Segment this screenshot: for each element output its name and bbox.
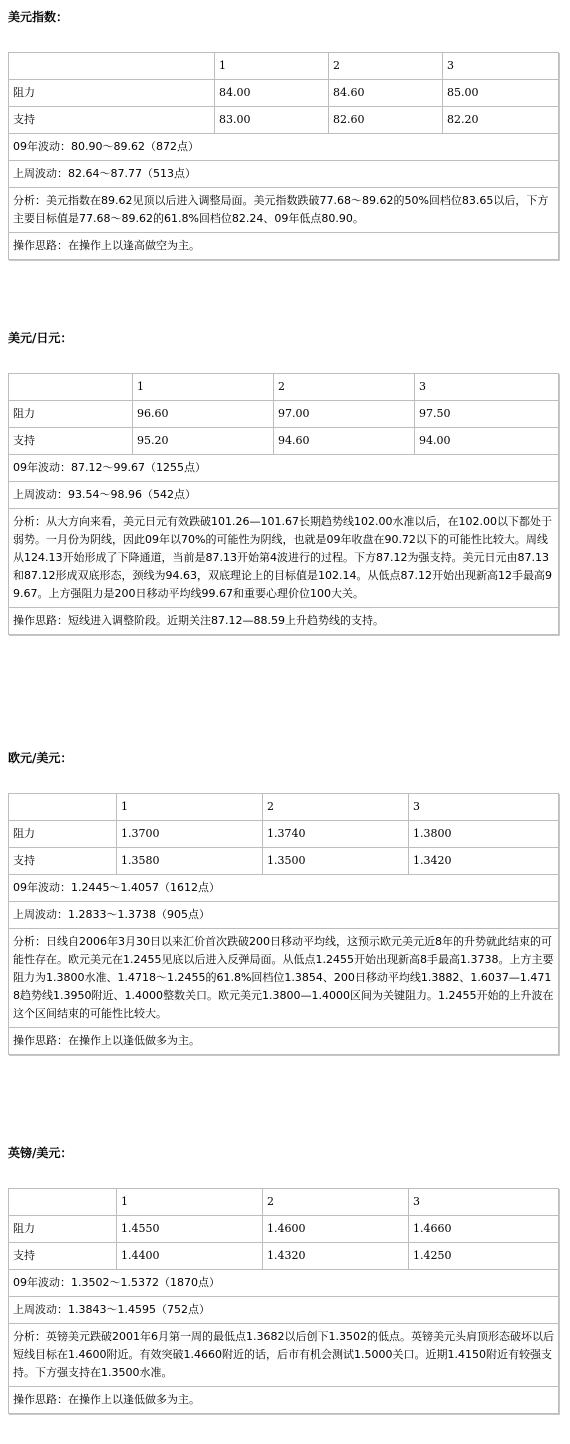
row-label: 阻力 [9,1216,117,1243]
table-cell: 1.3800 [409,821,559,848]
table-header-row [9,1189,559,1216]
analysis-text: 分析：从大方向来看，美元日元有效跌破101.26—101.67长期趋势线102.00水准以后，在102.00以下都处于弱势。一月份为阴线，因此09年以70%的可能性为阴线，也就是09年收盘在90.72以下的可能性比较大。周线从124.13开始形成了下降通道，当前是87.13开始第4波进行的过程。下方87.12为强支持。美元日元由87.13和87.12形成双底形态，颈线为94.63，双底理论上的目标值是102.14。从低点87.12开始出现新高12手最高99.67。上方强阻力是200日移动平均线99.67和重要心理价位100大关。 [9,509,559,608]
table-cell: 1.4660 [409,1216,559,1243]
table-cell: 96.60 [133,401,274,428]
header-cell-blank [9,374,133,401]
quote-table-usd-index [8,52,559,260]
table-cell: 94.00 [415,428,559,455]
row-label: 阻力 [9,821,117,848]
strategy-text: 操作思路：短线进入调整阶段。近期关注87.12—88.59上升趋势线的支持。 [9,608,559,635]
range-2009: 09年波动：87.12～99.67（1255点） [9,455,559,482]
table-cell: 82.20 [443,107,559,134]
table-cell: 1.4250 [409,1243,559,1270]
row-label: 支持 [9,428,133,455]
range-last-week: 上周波动：93.54～98.96（542点） [9,482,559,509]
table-cell: 84.00 [215,80,329,107]
table-row-support [9,1243,559,1270]
table-header-row [9,374,559,401]
section-title-gbp-usd: 英镑/美元： [8,1146,73,1160]
table-row-support [9,107,559,134]
header-cell: 1 [215,53,329,80]
section-title-usd-jpy: 美元/日元： [8,331,73,345]
section-title-eur-usd: 欧元/美元： [8,751,73,765]
table-row-resistance [9,401,559,428]
table-row-support [9,428,559,455]
section-title-usd-index: 美元指数： [8,10,69,24]
table-cell: 95.20 [133,428,274,455]
table-cell: 82.60 [329,107,443,134]
header-cell: 3 [409,1189,559,1216]
table-cell: 1.4550 [117,1216,263,1243]
strategy-text: 操作思路：在操作上以逢高做空为主。 [9,233,559,260]
table-cell: 97.00 [274,401,415,428]
range-last-week: 上周波动：1.2833～1.3738（905点） [9,902,559,929]
table-cell: 1.4600 [263,1216,409,1243]
range-2009: 09年波动：1.3502～1.5372（1870点） [9,1270,559,1297]
range-last-week: 上周波动：82.64～87.77（513点） [9,161,559,188]
table-cell: 1.3740 [263,821,409,848]
table-cell: 97.50 [415,401,559,428]
header-cell-blank [9,1189,117,1216]
analysis-text: 分析：日线自2006年3月30日以来汇价首次跌破200日移动平均线，这预示欧元美元近8年的升势就此结束的可能性存在。欧元美元在1.2455见底以后进入反弹局面。从低点1.2455开始出现新高8手最高1.3738。上方主要阻力为1.3800水准、1.4718～1.2455的61.8%回档位1.3854、200日移动平均线1.3882、1.6037—1.4718趋势线1.3950附近、1.4000整数关口。欧元美元1.3800—1.4000区间为关键阻力。1.2455开始的上升波在这个区间结束的可能性比较大。 [9,929,559,1028]
row-label: 支持 [9,107,215,134]
header-cell: 1 [117,1189,263,1216]
row-label: 阻力 [9,401,133,428]
quote-table-gbp-usd [8,1188,559,1414]
header-cell: 3 [415,374,559,401]
row-label: 阻力 [9,80,215,107]
table-row-resistance [9,80,559,107]
strategy-text: 操作思路：在操作上以逢低做多为主。 [9,1028,559,1055]
table-cell: 94.60 [274,428,415,455]
header-cell-blank [9,53,215,80]
header-cell: 3 [443,53,559,80]
table-cell: 1.3420 [409,848,559,875]
table-header-row [9,53,559,80]
quote-table-eur-usd [8,793,559,1055]
table-cell: 1.4320 [263,1243,409,1270]
header-cell: 2 [263,794,409,821]
table-cell: 1.3700 [117,821,263,848]
table-row-resistance [9,821,559,848]
table-cell: 1.4400 [117,1243,263,1270]
table-cell: 1.3580 [117,848,263,875]
header-cell: 2 [263,1189,409,1216]
analysis-text: 分析：英镑美元跌破2001年6月第一周的最低点1.3682以后创下1.3502的低点。英镑美元头肩顶形态破坏以后短线目标在1.4600附近。有效突破1.4660附近的话，后市有机会测试1.5000关口。近期1.4150附近有较强支持。下方强支持在1.3500水准。 [9,1324,559,1387]
quote-table-usd-jpy [8,373,559,635]
strategy-text: 操作思路：在操作上以逢低做多为主。 [9,1387,559,1414]
table-cell: 83.00 [215,107,329,134]
analysis-text: 分析：美元指数在89.62见顶以后进入调整局面。美元指数跌破77.68～89.62的50%回档位83.65以后，下方主要目标值是77.68～89.62的61.8%回档位82.24、09年低点80.90。 [9,188,559,233]
header-cell: 2 [274,374,415,401]
header-cell: 2 [329,53,443,80]
header-cell: 3 [409,794,559,821]
table-cell: 1.3500 [263,848,409,875]
table-header-row [9,794,559,821]
header-cell-blank [9,794,117,821]
range-last-week: 上周波动：1.3843～1.4595（752点） [9,1297,559,1324]
table-cell: 84.60 [329,80,443,107]
header-cell: 1 [117,794,263,821]
table-row-resistance [9,1216,559,1243]
table-row-support [9,848,559,875]
header-cell: 1 [133,374,274,401]
row-label: 支持 [9,848,117,875]
range-2009: 09年波动：1.2445～1.4057（1612点） [9,875,559,902]
table-cell: 85.00 [443,80,559,107]
range-2009: 09年波动：80.90～89.62（872点） [9,134,559,161]
row-label: 支持 [9,1243,117,1270]
